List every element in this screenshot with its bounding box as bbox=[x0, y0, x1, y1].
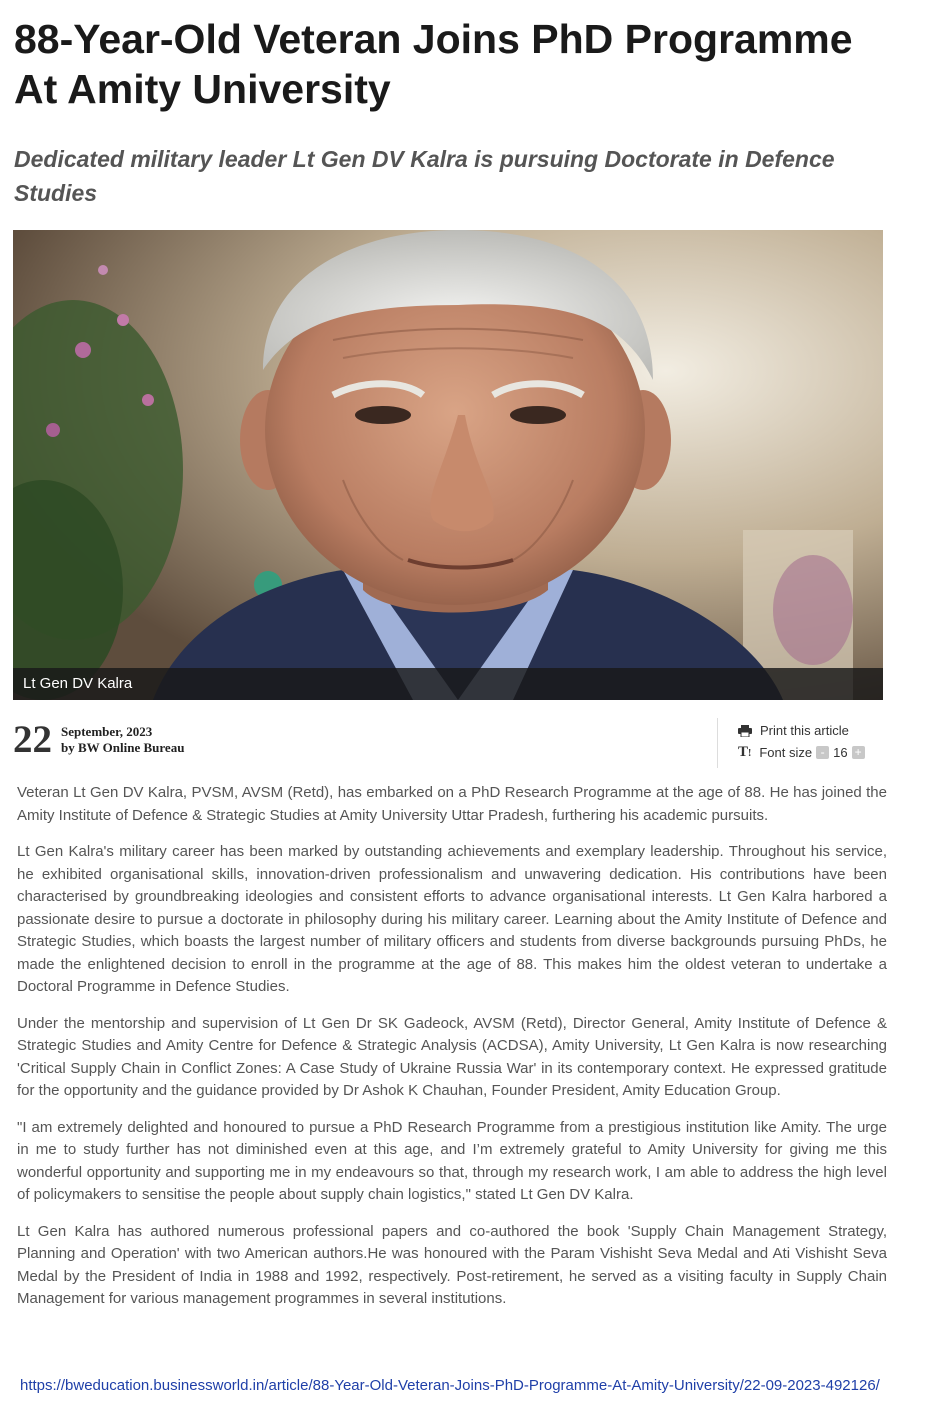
article-photo bbox=[13, 230, 883, 700]
article-paragraph: Lt Gen Kalra has authored numerous professional papers and co-authored the book 'Supply Chain Management Strategy, Planning and Operation' with two American authors.He was honoured with the Param Vishisht Seva Medal and Ati Vishisht Seva Medal by the President of India in 1988 and 1992, respectively. Post-retirement, he served as a visiting faculty in Supply Chain Management for various management programmes in several institutions. bbox=[17, 1222, 887, 1307]
portrait-illustration bbox=[13, 230, 883, 700]
article-paragraph: "I am extremely delighted and honoured to pursue a PhD Research Programme from a prestigious institution like Amity. The urge in me to study further has not diminished even at this age, and I’m extremely grateful to Amity University for giving me this wonderful opportunity and supporting me in my endeavours so that, through my research work, I am able to address the high level of policymakers to sensitise the people about supply chain logistics," stated Lt Gen DV Kalra. bbox=[17, 1118, 887, 1203]
font-size-label: Font size bbox=[759, 745, 813, 760]
font-size-value: 16 bbox=[833, 745, 848, 760]
article-paragraph: Under the mentorship and supervision of Lt Gen Dr SK Gadeock, AVSM (Retd), Director General, Amity Institute of Defence & Strategic Studies and Amity Centre for Defence & Strategic Analysis (ACDSA), Amity University, Lt Gen Kalra is now researching 'Critical Supply Chain in Conflict Zones: A Case Study of Ukraine Russia War' in its contemporary context. He expressed gratitude for the opportunity and the guidance provided by Dr Ashok K Chauhan, Founder President, Amity Education Group. bbox=[17, 1014, 887, 1099]
font-size-increase-button[interactable]: + bbox=[852, 746, 865, 759]
print-article-button[interactable] bbox=[738, 723, 849, 738]
article-body bbox=[17, 782, 887, 1325]
text-size-icon: T! bbox=[738, 744, 752, 760]
article-paragraph: Veteran Lt Gen DV Kalra, PVSM, AVSM (Retd), has embarked on a PhD Research Programme at the age of 88. He has joined the Amity Institute of Defence & Strategic Studies at Amity University Uttar Pradesh, furthering his academic pursuits. bbox=[17, 784, 887, 824]
printer-icon bbox=[738, 725, 752, 737]
publish-day: 22 bbox=[13, 718, 52, 761]
article-tools bbox=[717, 718, 888, 768]
article-headline: 88-Year-Old Veteran Joins PhD Programme At Amity University bbox=[14, 16, 853, 112]
font-size-decrease-button[interactable]: - bbox=[816, 746, 829, 759]
publish-month-year: September, 2023 bbox=[61, 724, 153, 739]
author-byline: by BW Online Bureau bbox=[61, 740, 185, 755]
print-article-label: Print this article bbox=[760, 723, 849, 738]
image-caption-bar bbox=[13, 668, 883, 700]
article-paragraph: Lt Gen Kalra's military career has been marked by outstanding achievements and exemplary leadership. Throughout his service, he exhibited organisational skills, innovation-driven professionalism and unwavering dedication. His contributions have been characterised by groundbreaking ideologies and consistent efforts to advance organisational interests. Lt Gen Kalra harbored a passionate desire to pursue a doctorate in philosophy during his military career. Learning about the Amity Institute of Defence and Strategic Studies, which boasts the largest number of military officers and students from diverse backgrounds pursuing PhDs, he made the enlightened decision to enroll in the programme at the age of 88. This makes him the oldest veteran to undertake a Doctoral Programme in Defence Studies. bbox=[17, 843, 887, 995]
image-caption: Lt Gen DV Kalra bbox=[23, 675, 133, 692]
source-url-link[interactable]: https://bweducation.businessworld.in/article/88-Year-Old-Veteran-Joins-PhD-Programme-At-Amity-University/22-09-2023-492126/ bbox=[20, 1377, 880, 1394]
article-subheadline: Dedicated military leader Lt Gen DV Kalra is pursuing Doctorate in Defence Studies bbox=[14, 146, 835, 206]
font-size-control bbox=[738, 744, 869, 761]
